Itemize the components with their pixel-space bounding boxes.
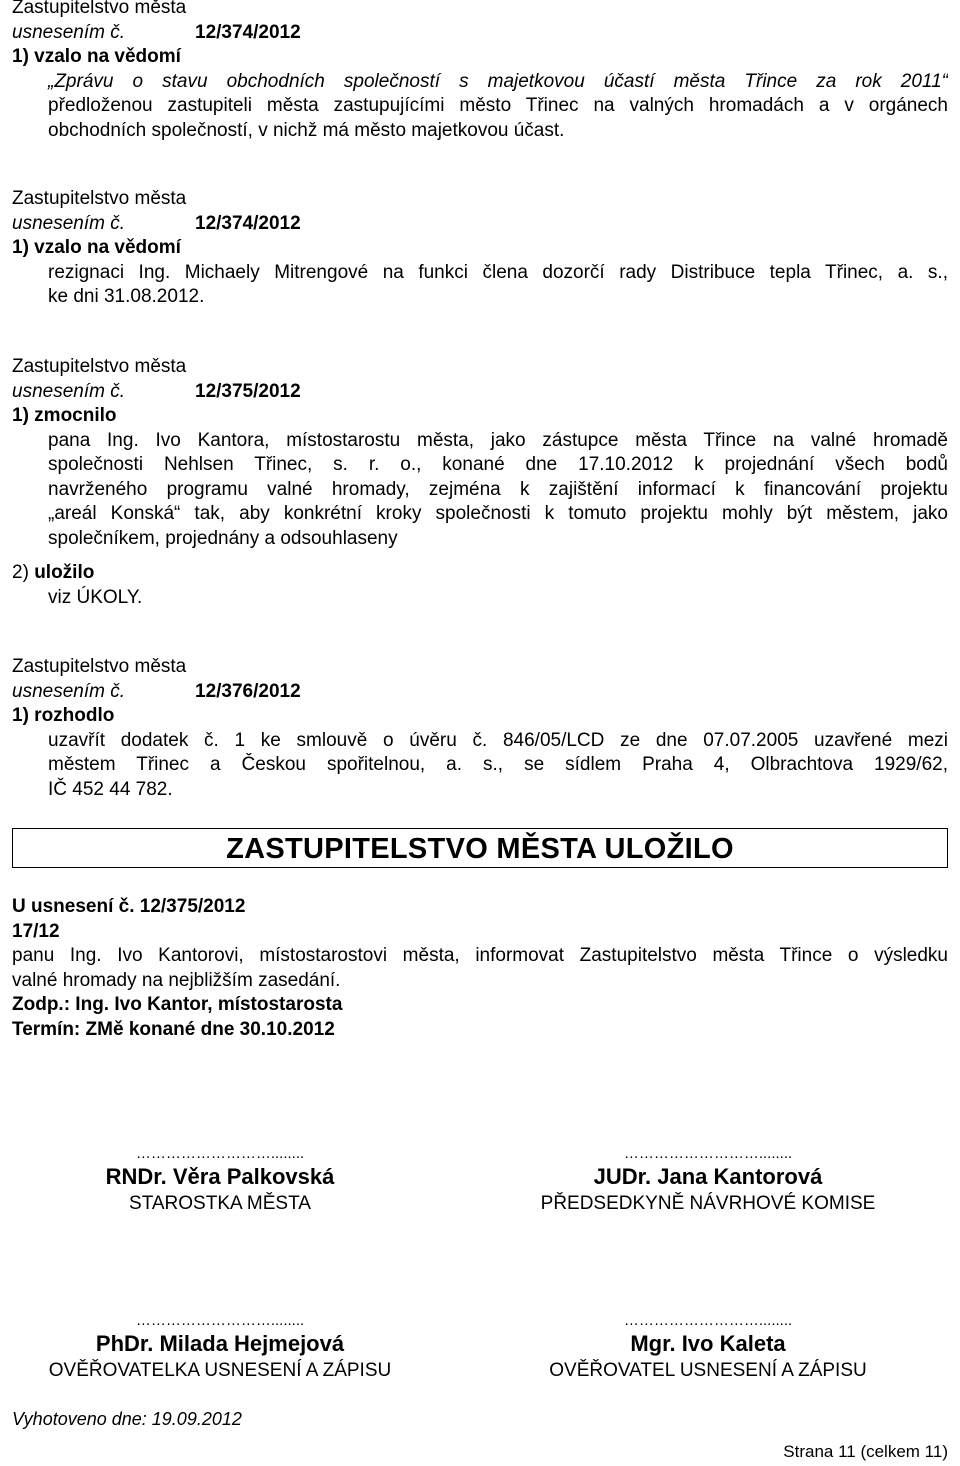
signature-block	[508, 1312, 908, 1384]
item-number: 2)	[12, 562, 29, 583]
task-text-line: panu Ing. Ivo Kantorovi, místostarostovi města, informovat Zastupitelstvo města Třince o výsledku	[12, 945, 948, 966]
resolution-block	[12, 655, 948, 802]
task-number: 17/12	[12, 920, 60, 942]
resolution-number-line	[12, 212, 948, 237]
signature-block	[20, 1145, 420, 1217]
resolution-header: Zastupitelstvo města	[12, 0, 187, 18]
task-block	[12, 895, 948, 1042]
signature-block	[20, 1312, 420, 1384]
resolution-item-label: 1) zmocnilo	[12, 405, 117, 426]
signatory-name: JUDr. Jana Kantorová	[593, 1164, 823, 1189]
resolution-item-label: 1) vzalo na vědomí	[12, 237, 181, 258]
usneseni-label: usnesením č.	[12, 21, 125, 43]
resolution-item-label: 1) rozhodlo	[12, 705, 115, 726]
resolution-item-label: 1) vzalo na vědomí	[12, 46, 181, 67]
resolution-block	[12, 187, 948, 310]
signatory-name: Mgr. Ivo Kaleta	[630, 1331, 786, 1356]
signature-line: ………………………........	[623, 1312, 793, 1329]
resolution-text-line: viz ÚKOLY.	[48, 586, 143, 608]
section-title: ZASTUPITELSTVO MĚSTA ULOŽILO	[226, 833, 734, 865]
task-reference: U usnesení č. 12/375/2012	[12, 896, 246, 917]
signature-line: ………………………........	[623, 1145, 793, 1162]
resolution-number: 12/374/2012	[195, 21, 301, 43]
usneseni-label: usnesením č.	[12, 212, 125, 234]
resolution-number-line	[12, 380, 948, 405]
resolution-number: 12/374/2012	[195, 212, 301, 234]
resolution-text-line: rezignaci Ing. Michaely Mitrengové na funkci člena dozorčí rady Distribuce tepla Třinec, a. s.,	[48, 261, 948, 283]
resolution-text-line: navrženého programu valné hromady, zejména k zajištění informací k financování projektu	[48, 478, 948, 500]
task-text-line: valné hromady na nejbližším zasedání.	[12, 969, 341, 991]
signatory-name: PhDr. Milada Hejmejová	[95, 1331, 345, 1356]
signatory-role: OVĚŘOVATEL USNESENÍ A ZÁPISU	[549, 1360, 867, 1381]
signatory-name: RNDr. Věra Palkovská	[105, 1164, 335, 1189]
resolution-block	[12, 0, 948, 143]
resolution-block	[12, 355, 948, 610]
task-deadline: Termín: ZMě konané dne 30.10.2012	[12, 1018, 335, 1040]
resolution-text-line: ke dni 31.08.2012.	[48, 286, 205, 307]
signature-line: ………………………........	[135, 1312, 305, 1329]
page-number: Strana 11 (celkem 11)	[783, 1442, 948, 1461]
signatory-role: OVĚŘOVATELKA USNESENÍ A ZÁPISU	[48, 1360, 392, 1381]
resolution-number-line	[12, 680, 948, 705]
issue-date: Vyhotoveno dne: 19.09.2012	[12, 1409, 242, 1429]
resolution-text-line: „areál Konská“ tak, aby konkrétní kroky společnosti k tomuto projektu mohly být městem, jako	[48, 503, 948, 524]
task-responsible: Zodp.: Ing. Ivo Kantor, místostarosta	[12, 994, 343, 1015]
signatory-role: STAROSTKA MĚSTA	[129, 1193, 311, 1214]
resolution-text-line: městem Třinec a Českou spořitelnou, a. s., se sídlem Praha 4, Olbrachtova 1929/62,	[48, 754, 948, 775]
signatory-role: PŘEDSEDKYNĚ NÁVRHOVÉ KOMISE	[540, 1193, 876, 1214]
resolution-text-line: pana Ing. Ivo Kantora, místostarostu města, jako zástupce města Třince na valné hromadě	[48, 429, 948, 451]
resolution-header: Zastupitelstvo města	[12, 188, 187, 209]
resolution-text-line: IČ 452 44 782.	[48, 778, 173, 800]
resolution-text-line: společníkem, projednány a odsouhlaseny	[48, 527, 398, 549]
resolution-number-line	[12, 21, 948, 46]
resolution-text-line: „Zprávu o stavu obchodních společností s majetkovou účastí města Třince za rok 2011“	[48, 70, 948, 92]
usneseni-label: usnesením č.	[12, 680, 125, 702]
item-label: uložilo	[34, 562, 95, 583]
resolution-text-line: předloženou zastupiteli města zastupujícími město Třinec na valných hromadách a v orgánech	[48, 95, 948, 116]
resolution-header: Zastupitelstvo města	[12, 356, 187, 377]
resolution-text-line: obchodních společností, v nichž má město majetkovou účast.	[48, 119, 565, 141]
signature-block	[508, 1145, 908, 1217]
resolution-header: Zastupitelstvo města	[12, 656, 187, 677]
resolution-item-label	[12, 561, 948, 586]
resolution-text-line: uzavřít dodatek č. 1 ke smlouvě o úvěru č. 846/05/LCD ze dne 07.07.2005 uzavřené mezi	[48, 729, 948, 751]
resolution-text-line: společnosti Nehlsen Třinec, s. r. o., konané dne 17.10.2012 k projednání všech bodů	[48, 454, 948, 475]
usneseni-label: usnesením č.	[12, 380, 125, 402]
resolution-number: 12/376/2012	[195, 680, 301, 702]
signature-line: ………………………........	[135, 1145, 305, 1162]
resolution-number: 12/375/2012	[195, 380, 301, 402]
